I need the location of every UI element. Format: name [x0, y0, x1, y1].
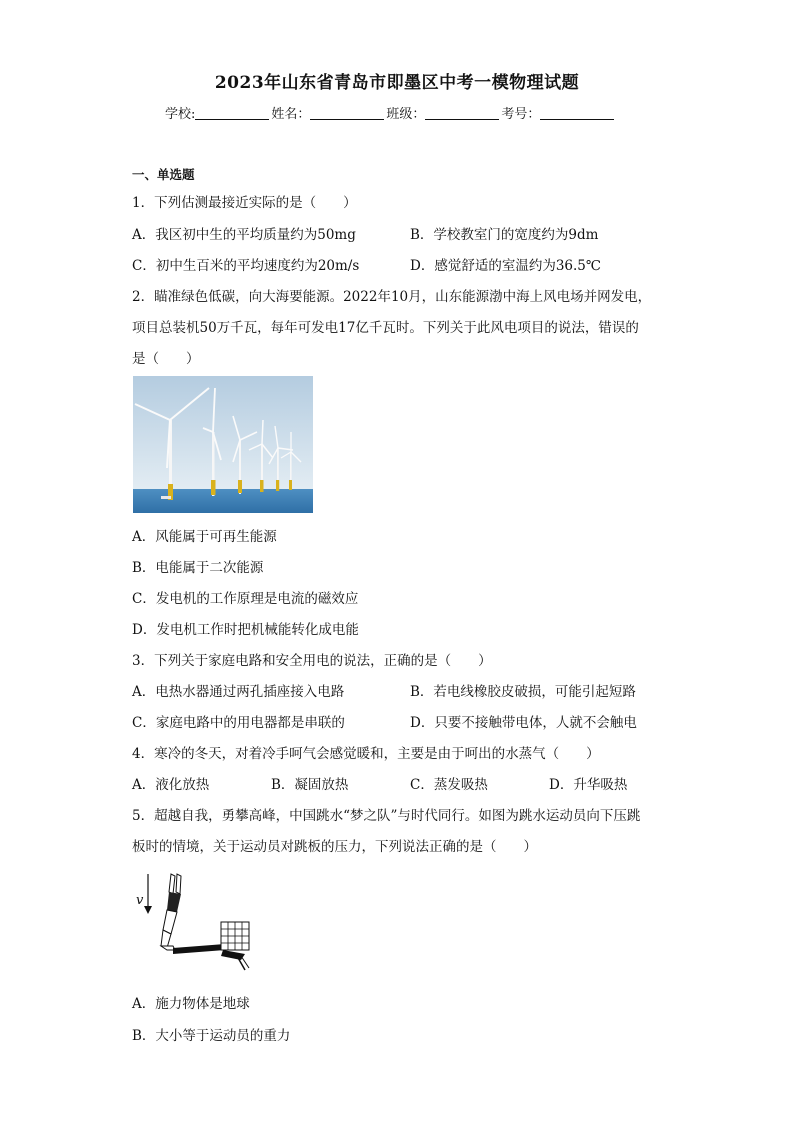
question-3-stem: 3．下列关于家庭电路和安全用电的说法，正确的是（ ） — [132, 653, 492, 669]
q4-option-a[interactable]: A．液化放热 — [132, 777, 210, 793]
q4-option-d[interactable]: D．升华吸热 — [549, 777, 628, 793]
velocity-label: v — [136, 893, 144, 908]
q2-option-c[interactable]: C．发电机的工作原理是电流的磁效应 — [132, 591, 359, 607]
q3-option-b[interactable]: B．若电线橡胶皮破损，可能引起短路 — [410, 684, 636, 700]
q1-option-d[interactable]: D．感觉舒适的室温约为36.5℃ — [410, 258, 601, 274]
q2-option-b[interactable]: B．电能属于二次能源 — [132, 560, 264, 576]
diver-figure — [161, 874, 181, 950]
class-label: 班级： — [386, 107, 426, 122]
board-stand — [221, 922, 249, 950]
q4-option-c[interactable]: C．蒸发吸热 — [410, 777, 488, 793]
q5-option-a[interactable]: A．施力物体是地球 — [132, 996, 250, 1012]
question-5-stem-line-1: 5．超越自我，勇攀高峰，中国跳水“梦之队”与时代同行。如图为跳水运动员向下压跳 — [132, 808, 641, 824]
school-blank[interactable] — [195, 106, 269, 120]
exam-title: 2023年山东省青岛市即墨区中考一模物理试题 — [214, 73, 580, 93]
q2-option-d[interactable]: D．发电机工作时把机械能转化成电能 — [132, 622, 359, 638]
school-label: 学校: — [165, 107, 196, 122]
q3-option-d[interactable]: D．只要不接触带电体，人就不会触电 — [410, 715, 637, 731]
wind-turbine-photo — [133, 376, 313, 513]
question-2-stem-line-3: 是（ ） — [132, 351, 200, 367]
q1-option-a[interactable]: A．我区初中生的平均质量约为50mg — [132, 227, 356, 243]
q4-option-b[interactable]: B．凝固放热 — [271, 777, 349, 793]
q3-option-a[interactable]: A．电热水器通过两孔插座接入电路 — [132, 684, 345, 700]
class-blank[interactable] — [425, 106, 499, 120]
q1-option-b[interactable]: B．学校教室门的宽度约为9dm — [410, 227, 599, 243]
velocity-arrow — [144, 874, 152, 914]
question-2-stem-line-1: 2．瞄准绿色低碳，向大海要能源。2022年10月，山东能源渤中海上风电场并网发电， — [132, 289, 652, 305]
q5-option-b[interactable]: B．大小等于运动员的重力 — [132, 1028, 291, 1044]
diver-springboard-diagram — [133, 870, 258, 978]
exam-number-label: 考号： — [501, 107, 541, 122]
q2-option-a[interactable]: A．风能属于可再生能源 — [132, 529, 277, 545]
section-heading: 一、单选题 — [132, 167, 195, 182]
question-1-stem: 1．下列估测最接近实际的是（ ） — [132, 195, 357, 211]
name-blank[interactable] — [310, 106, 384, 120]
question-2-stem-line-2: 项目总装机50万千瓦，每年可发电17亿千瓦时。下列关于此风电项目的说法，错误的 — [132, 320, 639, 336]
name-label: 姓名： — [271, 107, 311, 122]
question-5-stem-line-2: 板时的情境，关于运动员对跳板的压力，下列说法正确的是（ ） — [132, 839, 537, 855]
q3-option-c[interactable]: C．家庭电路中的用电器都是串联的 — [132, 715, 345, 731]
exam-number-blank[interactable] — [540, 106, 614, 120]
q1-option-c[interactable]: C．初中生百米的平均速度约为20m/s — [132, 258, 360, 274]
question-4-stem: 4．寒冷的冬天，对着冷手呵气会感觉暖和，主要是由于呵出的水蒸气（ ） — [132, 746, 600, 762]
student-info-line — [165, 103, 616, 122]
